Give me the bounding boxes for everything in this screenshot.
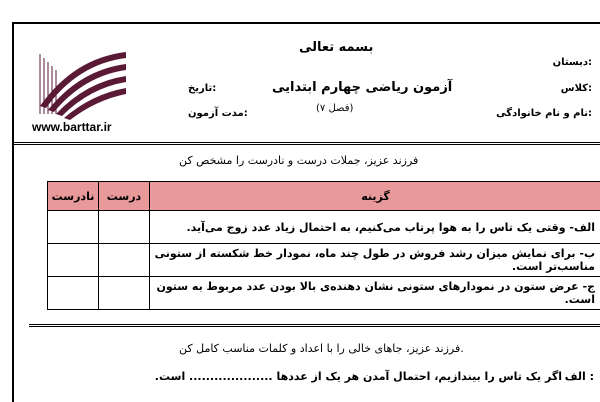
section-divider <box>29 324 600 327</box>
correct-cell[interactable] <box>99 244 150 277</box>
website-url: www.barttar.ir <box>32 120 112 134</box>
table-header-row <box>48 182 600 211</box>
true-false-table <box>47 181 600 310</box>
q1-label: الف : <box>565 370 594 383</box>
incorrect-cell[interactable] <box>48 211 99 244</box>
date-label: تاریخ: <box>188 83 216 94</box>
option-header: گزینه <box>150 182 600 211</box>
exam-page <box>12 22 600 402</box>
site-logo <box>34 48 130 128</box>
table-row <box>48 277 600 310</box>
correct-header: درست <box>99 182 150 211</box>
bismillah: بسمه تعالی <box>299 40 373 55</box>
section1-instruction: فرزند عزیز، جملات درست و نادرست را مشخص کن <box>179 154 418 167</box>
duration-label: مدت آزمون: <box>188 108 248 119</box>
correct-cell[interactable] <box>99 277 150 310</box>
school-label: دبستان: <box>553 57 592 68</box>
incorrect-cell[interactable] <box>48 277 99 310</box>
incorrect-header: نادرست <box>48 182 99 211</box>
class-label: کلاس: <box>561 83 592 94</box>
exam-header <box>14 24 600 145</box>
chapter-label: (فصل ۷) <box>316 103 353 114</box>
statement-text: الف- وقتی یک تاس را به هوا پرتاب می‌کنیم، به احتمال زیاد عدد زوج می‌آید. <box>150 211 600 244</box>
incorrect-cell[interactable] <box>48 244 99 277</box>
name-label: نام و نام خانوادگی: <box>496 108 592 119</box>
correct-cell[interactable] <box>99 211 150 244</box>
statement-text: ج- عرض ستون در نمودارهای ستونی نشان دهنده‌ی بالا بودن عدد مربوط به ستون است. <box>150 277 600 310</box>
table-row <box>48 211 600 244</box>
section2-instruction: فرزند عزیز، جاهای خالی را با اعداد و کلمات مناسب کامل کن. <box>179 342 464 355</box>
statement-text: ب- برای نمایش میزان رشد فروش در طول چند ماه، نمودار خط شکسته از ستونی مناسب‌تر است. <box>150 244 600 277</box>
table-row <box>48 244 600 277</box>
q1-text: اگر یک تاس را بیندازیم، احتمال آمدن هر یک از عددها .................... است. <box>155 370 562 383</box>
exam-title: آزمون ریاضی چهارم ابتدایی <box>272 80 452 95</box>
